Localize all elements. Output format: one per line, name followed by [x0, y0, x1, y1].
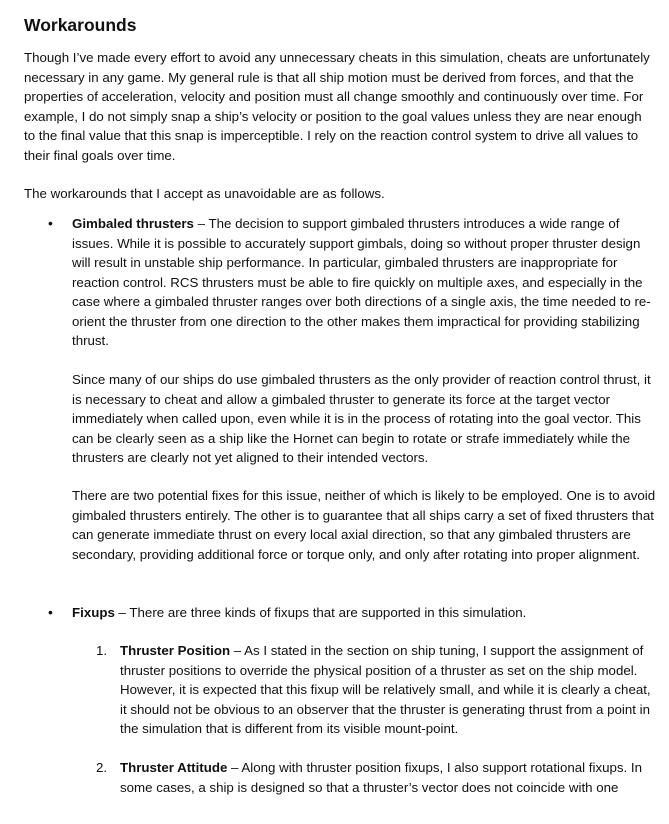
- bullet-marker: •: [48, 604, 53, 620]
- thruster-attitude-text: Along with thruster position fixups, I also support rotational fixups. In some cases, a ship is designed so that a thruster’s vector does not coincide with one: [120, 760, 643, 795]
- intro-lead-in: The workarounds that I accept as unavoidable are as follows.: [24, 186, 385, 201]
- intro-paragraph: Though I’ve made every effort to avoid any unnecessary cheats in this simulation, cheats are unfortunately necessary in any game. My general rule is that all ship motion must be derived from forces, and that the properties of acceleration, velocity and position must all change smoothly and continuously over time. For example, I do not simply snap a ship’s velocity or position to the goal values unless they are near enough to the final value that this snap is imperceptible. I rely on the reaction control system to drive all values to their final goals over time.: [24, 50, 650, 163]
- fixups-paragraph: [72, 603, 662, 623]
- thruster-attitude-item: [120, 758, 660, 797]
- gimbaled-paragraph-1: [72, 214, 662, 351]
- fixups-heading: Fixups: [72, 605, 115, 620]
- thruster-attitude-dash: –: [227, 760, 242, 775]
- gimbaled-text-1: The decision to support gimbaled thrusters introduces a wide range of issues. While it is possible to accurately support gimbals, doing so without proper thruster design will result in unstable ship performance. In particular, gimbaled thrusters are inappropriate for reaction control. RCS thrusters must be able to fire quickly on multiple axes, and especially in the case where a gimbaled thruster ranges over both directions of a single axis, the time needed to re-orient the thruster from one direction to the other makes them impractical for providing stabilizing thrust.: [72, 216, 651, 348]
- gimbaled-paragraph-2: Since many of our ships do use gimbaled thrusters as the only provider of reaction control thrust, it is necessary to cheat and allow a gimbaled thruster to generate its force at the target vector immediately when called upon, even while it is in the process of rotating into the goal vector. This can be clearly seen as a ship like the Hornet can begin to rotate or strafe immediately while the thrusters are clearly not yet aligned to their intended vectors.: [72, 372, 651, 465]
- list-number: 2.: [96, 760, 108, 775]
- thruster-position-heading: Thruster Position: [120, 643, 231, 658]
- bullet-marker: •: [48, 215, 53, 231]
- section-title: Workarounds: [24, 15, 137, 35]
- gimbaled-heading: Gimbaled thrusters: [72, 216, 194, 231]
- thruster-attitude-heading: Thruster Attitude: [120, 760, 228, 775]
- fixups-text: There are three kinds of fixups that are supported in this simulation.: [129, 605, 527, 620]
- thruster-position-text: As I stated in the section on ship tuning, I support the assignment of thruster positions to override the physical position of a thruster as set on the ship model. However, it is expected that this fixup will be relatively small, and while it is clearly a cheat, it should not be obvious to an observer that the thruster is generating thrust from a point in the simulation that is different from its visible mount-point.: [120, 643, 651, 736]
- fixups-dash: –: [114, 605, 130, 620]
- thruster-position-item: [120, 641, 660, 739]
- list-number: 1.: [96, 643, 108, 658]
- gimbaled-paragraph-3: There are two potential fixes for this issue, neither of which is likely to be employed. One is to avoid gimbaled thrusters entirely. The other is to guarantee that all ships carry a set of fixed thrusters that can generate immediate thrust on every local axial direction, so that any gimbaled thrusters are secondary, providing additional force or torque only, and only after rotating into proper alignment.: [72, 488, 656, 562]
- gimbaled-dash: –: [193, 216, 209, 231]
- thruster-position-dash: –: [230, 643, 245, 658]
